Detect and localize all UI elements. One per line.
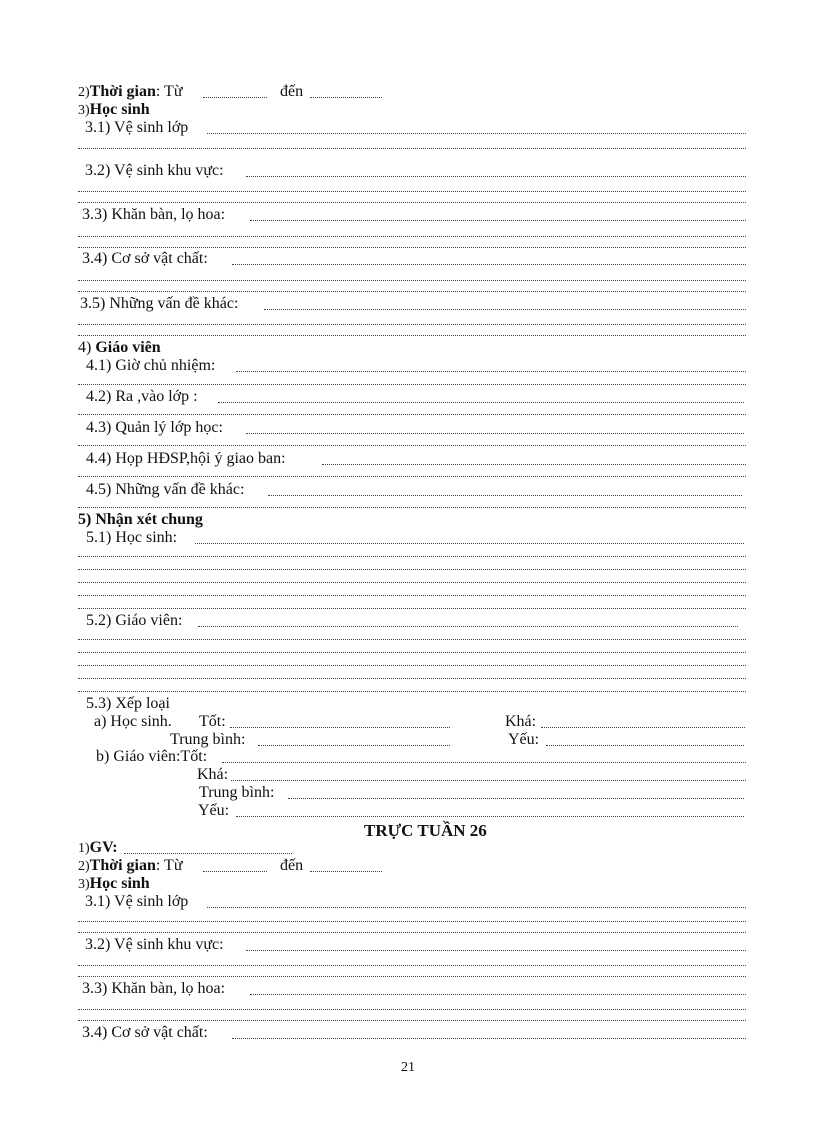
fill-line[interactable]	[78, 414, 746, 415]
to-field[interactable]	[310, 871, 382, 872]
fill-line[interactable]	[78, 324, 746, 325]
students-label: Học sinh	[89, 101, 150, 118]
item-3-2-label: 3.2) Vệ sinh khu vực:	[85, 936, 224, 953]
from-label: : Từ	[155, 83, 183, 100]
students-good-field[interactable]	[230, 727, 450, 728]
item-3-1-field[interactable]	[207, 907, 746, 908]
fill-line[interactable]	[78, 445, 746, 446]
fill-line[interactable]	[78, 556, 746, 557]
teachers-fair-field[interactable]	[231, 780, 746, 781]
fill-line[interactable]	[78, 291, 746, 292]
item-3-3-field[interactable]	[250, 994, 746, 995]
rank-teachers-label	[96, 748, 207, 766]
students-heading	[78, 101, 150, 120]
item-3-2-field[interactable]	[246, 950, 746, 951]
item-5-2-field[interactable]	[198, 626, 738, 627]
item-4-1-field[interactable]	[236, 371, 746, 372]
to-label: đến	[280, 857, 304, 874]
students-label: Học sinh	[89, 875, 150, 892]
fill-line[interactable]	[78, 608, 746, 609]
item-5-2-label: 5.2) Giáo viên:	[86, 612, 183, 629]
item-3-3-label: 3.3) Khăn bàn, lọ hoa:	[82, 980, 226, 997]
item-3-4-field[interactable]	[232, 264, 746, 265]
students-average-field[interactable]	[258, 745, 450, 746]
fill-line[interactable]	[78, 639, 746, 640]
item-3-2-label: 3.2) Vệ sinh khu vực:	[85, 162, 224, 179]
fill-line[interactable]	[78, 476, 746, 477]
fill-line[interactable]	[78, 665, 746, 666]
item-3-2-field[interactable]	[246, 176, 746, 177]
weak-label: Yếu:	[198, 802, 230, 819]
fill-line[interactable]	[78, 921, 746, 922]
teachers-label: Giáo viên	[95, 339, 161, 356]
summary-heading: 5) Nhận xét chung	[78, 511, 203, 528]
fill-line[interactable]	[78, 507, 746, 508]
fill-line[interactable]	[78, 976, 746, 977]
weak-label: Yếu:	[508, 731, 540, 748]
item-5-3-label: 5.3) Xếp loại	[86, 695, 170, 712]
item-4-3-label: 4.3) Quản lý lớp học:	[86, 419, 223, 436]
fill-line[interactable]	[78, 191, 746, 192]
time-row	[78, 857, 183, 876]
fill-line[interactable]	[78, 652, 746, 653]
fill-line[interactable]	[78, 202, 746, 203]
item-number: 4)	[78, 339, 92, 356]
to-field[interactable]	[310, 97, 382, 98]
rank-students-label: a) Học sinh.	[94, 713, 172, 730]
fill-line[interactable]	[78, 678, 746, 679]
to-label: đến	[280, 83, 304, 100]
average-label: Trung bình:	[170, 731, 246, 748]
page-number: 21	[401, 1060, 415, 1075]
from-field[interactable]	[203, 97, 267, 98]
time-label: Thời gian	[89, 83, 156, 100]
fill-line[interactable]	[78, 236, 746, 237]
item-3-1-label: 3.1) Vệ sinh lớp	[85, 119, 189, 136]
from-label: : Từ	[155, 857, 183, 874]
fill-line[interactable]	[78, 384, 746, 385]
item-3-1-field[interactable]	[207, 133, 746, 134]
time-label: Thời gian	[89, 857, 156, 874]
fill-line[interactable]	[78, 582, 746, 583]
item-3-4-field[interactable]	[232, 1038, 746, 1039]
item-3-5-field[interactable]	[264, 309, 746, 310]
fill-line[interactable]	[78, 691, 746, 692]
item-3-4-label: 3.4) Cơ sở vật chất:	[82, 250, 208, 267]
gv-field[interactable]	[124, 853, 292, 854]
fill-line[interactable]	[78, 965, 746, 966]
item-4-5-field[interactable]	[268, 495, 742, 496]
item-4-1-label: 4.1) Giờ chủ nhiệm:	[86, 357, 216, 374]
fill-line[interactable]	[78, 148, 746, 149]
item-number: 2)	[78, 85, 90, 100]
teachers-heading	[78, 339, 161, 357]
teachers-good-field[interactable]	[222, 762, 746, 763]
item-3-1-label: 3.1) Vệ sinh lớp	[85, 893, 189, 910]
item-number: 3)	[78, 877, 90, 892]
students-weak-field[interactable]	[546, 745, 744, 746]
gv-row: 1)GV:	[78, 839, 118, 856]
item-4-4-label: 4.4) Họp HĐSP,hội ý giao ban:	[86, 450, 286, 467]
item-4-2-field[interactable]	[218, 402, 744, 403]
fill-line[interactable]	[78, 932, 746, 933]
teachers-weak-field[interactable]	[236, 816, 744, 817]
rank-teachers-text: b) Giáo viên:	[96, 748, 181, 765]
good-label: Tốt:	[199, 713, 226, 730]
fill-line[interactable]	[78, 335, 746, 336]
students-heading	[78, 875, 150, 894]
item-4-3-field[interactable]	[246, 433, 744, 434]
good-label: Tốt:	[180, 748, 208, 765]
time-row	[78, 83, 183, 102]
item-4-4-field[interactable]	[322, 464, 746, 465]
gv-label: GV	[89, 839, 113, 856]
item-4-2-label: 4.2) Ra ,vào lớp :	[86, 388, 198, 405]
fill-line[interactable]	[78, 1020, 746, 1021]
from-field[interactable]	[203, 871, 267, 872]
fill-line[interactable]	[78, 569, 746, 570]
item-4-5-label: 4.5) Những vấn đề khác:	[86, 481, 245, 498]
item-3-4-label: 3.4) Cơ sở vật chất:	[82, 1024, 208, 1041]
item-5-1-label: 5.1) Học sinh:	[86, 529, 178, 546]
teachers-average-field[interactable]	[288, 798, 744, 799]
item-3-3-field[interactable]	[250, 220, 746, 221]
item-3-5-label: 3.5) Những vấn đề khác:	[80, 295, 239, 312]
week-title: TRỰC TUẦN 26	[364, 821, 487, 840]
students-fair-field[interactable]	[541, 727, 745, 728]
fill-line[interactable]	[78, 1009, 746, 1010]
item-number: 2)	[78, 859, 90, 874]
item-number: 3)	[78, 103, 90, 118]
item-5-1-field[interactable]	[195, 543, 744, 544]
item-number: 1)	[78, 841, 90, 856]
fill-line[interactable]	[78, 247, 746, 248]
fill-line[interactable]	[78, 280, 746, 281]
item-3-3-label: 3.3) Khăn bàn, lọ hoa:	[82, 206, 226, 223]
fill-line[interactable]	[78, 595, 746, 596]
average-label: Trung bình:	[199, 784, 275, 801]
fair-label: Khá:	[197, 766, 229, 783]
fair-label: Khá:	[505, 713, 537, 730]
